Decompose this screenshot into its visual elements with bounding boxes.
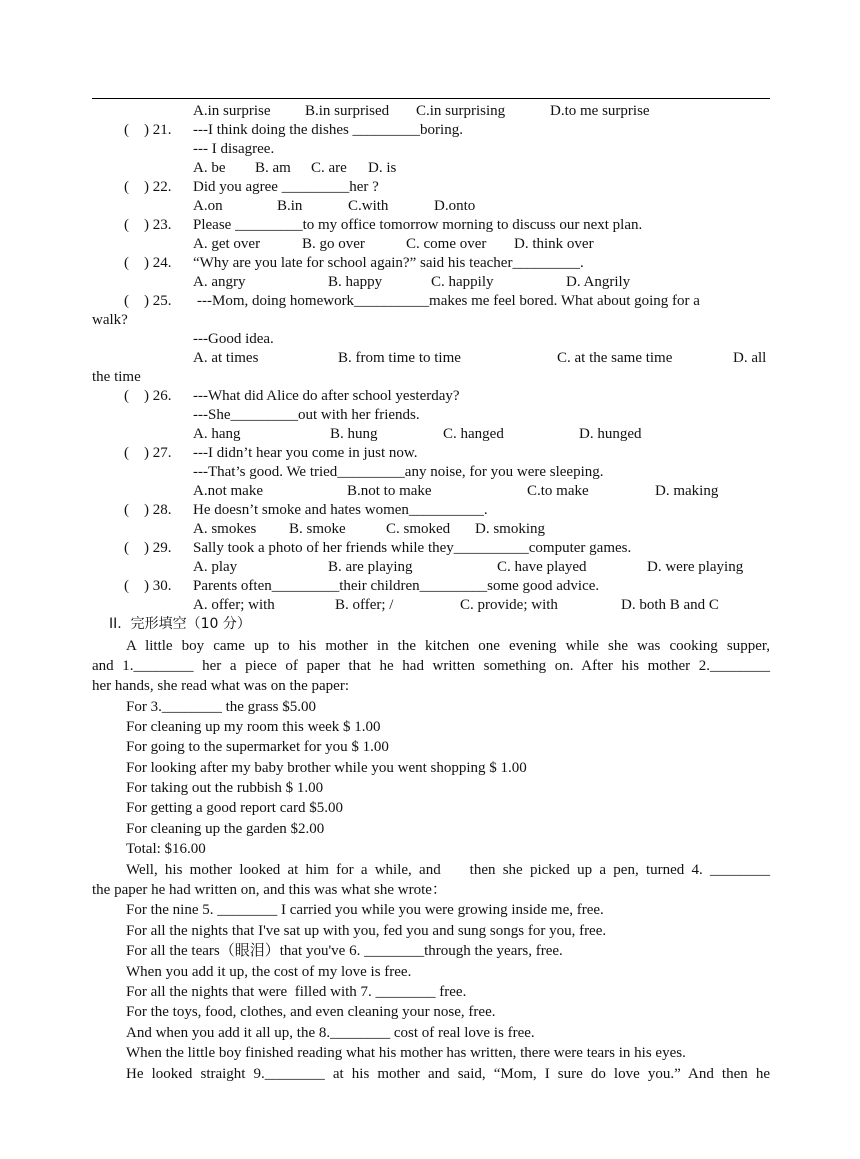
question-number: ( ) 25. (124, 293, 172, 309)
option-a: A.on (193, 198, 223, 214)
passage-line: For the nine 5. ________ I carried you while you were growing inside me, free. (126, 902, 604, 918)
option-d: D. making (655, 483, 719, 499)
passage-line: He looked straight 9.________ at his mother and said, “Mom, I sure do love you.” And then he (126, 1066, 770, 1082)
option-b: B. smoke (289, 521, 346, 537)
option-a: A. offer; with (193, 597, 275, 613)
question-stem: ---Mom, doing homework__________makes me feel bored. What about going for a (197, 293, 700, 309)
option-d: D. think over (514, 236, 594, 252)
question-stem-wrap: walk? (92, 312, 128, 328)
q20-option-b: B.in surprised (305, 103, 390, 119)
passage-line: For cleaning up the garden $2.00 (126, 821, 325, 837)
passage-line: her hands, she read what was on the paper: (92, 678, 349, 694)
question-stem: Sally took a photo of her friends while they__________computer games. (193, 540, 632, 556)
passage-line: For the toys, food, clothes, and even cleaning your nose, free. (126, 1004, 496, 1020)
option-d: D. were playing (647, 559, 744, 575)
passage-line: and 1.________ her a piece of paper that he had written something on. After his mother 2.________ (92, 658, 770, 674)
option-d: D. hunged (579, 426, 642, 442)
question-number: ( ) 22. (124, 179, 172, 195)
passage-line: Total: $16.00 (126, 841, 206, 857)
option-b: B. happy (328, 274, 383, 290)
option-a: A. smokes (193, 521, 257, 537)
option-b: B. am (255, 160, 291, 176)
passage-line: For looking after my baby brother while you went shopping $ 1.00 (126, 760, 527, 776)
header-rule (92, 98, 770, 99)
q20-option-a: A.in surprise (193, 103, 271, 119)
option-d: D. both B and C (621, 597, 719, 613)
question-stem: ---What did Alice do after school yesterday? (193, 388, 460, 404)
option-d: D. all (733, 350, 767, 366)
question-stem: Please _________to my office tomorrow morning to discuss our next plan. (193, 217, 643, 233)
option-b: B. are playing (328, 559, 413, 575)
question-number: ( ) 30. (124, 578, 172, 594)
question-stem-reply: ---She_________out with her friends. (193, 407, 420, 423)
question-number: ( ) 29. (124, 540, 172, 556)
option-a: A. be (193, 160, 226, 176)
passage-line: For all the nights that I've sat up with you, fed you and sung songs for you, free. (126, 923, 607, 939)
question-stem: ---I didn’t hear you come in just now. (193, 445, 418, 461)
q20-option-c: C.in surprising (416, 103, 506, 119)
passage-line: A little boy came up to his mother in the kitchen one evening while she was cooking supper, (126, 638, 770, 654)
question-stem: ---I think doing the dishes _________boring. (193, 122, 463, 138)
question-number: ( ) 28. (124, 502, 172, 518)
passage-line: For all the tears（眼泪）that you've 6. ________through the years, free. (126, 943, 563, 959)
option-d-wrap: the time (92, 369, 141, 385)
option-c: C. are (311, 160, 347, 176)
passage-line: For going to the supermarket for you $ 1.00 (126, 739, 389, 755)
option-a: A. hang (193, 426, 241, 442)
question-stem-reply: ---Good idea. (193, 331, 274, 347)
question-number: ( ) 21. (124, 122, 172, 138)
option-b: B. hung (330, 426, 378, 442)
question-stem: “Why are you late for school again?” said his teacher_________. (193, 255, 584, 271)
option-c: C. have played (497, 559, 587, 575)
passage-line: For cleaning up my room this week $ 1.00 (126, 719, 381, 735)
passage-line: When the little boy finished reading what his mother has written, there were tears in his eyes. (126, 1045, 686, 1061)
option-d: D. is (368, 160, 397, 176)
question-stem: Parents often_________their children_________some good advice. (193, 578, 600, 594)
option-a: A. play (193, 559, 238, 575)
option-c: C. smoked (386, 521, 451, 537)
option-a: A. angry (193, 274, 246, 290)
option-c: C. happily (431, 274, 494, 290)
option-d: D. smoking (475, 521, 546, 537)
option-c: C. hanged (443, 426, 504, 442)
passage-line: For 3.________ the grass $5.00 (126, 699, 316, 715)
question-number: ( ) 26. (124, 388, 172, 404)
option-b: B. go over (302, 236, 365, 252)
passage-line: For getting a good report card $5.00 (126, 800, 344, 816)
passage-line: For taking out the rubbish $ 1.00 (126, 780, 324, 796)
question-number: ( ) 23. (124, 217, 172, 233)
option-b: B. offer; / (335, 597, 394, 613)
passage-line: And when you add it all up, the 8.________ cost of real love is free. (126, 1025, 535, 1041)
question-number: ( ) 27. (124, 445, 172, 461)
option-d: D.onto (434, 198, 476, 214)
option-c: C.with (348, 198, 389, 214)
option-a: A. at times (193, 350, 259, 366)
option-c: C. at the same time (557, 350, 673, 366)
question-number: ( ) 24. (124, 255, 172, 271)
option-b: B. from time to time (338, 350, 461, 366)
option-c: C.to make (527, 483, 589, 499)
question-stem: He doesn’t smoke and hates women__________. (193, 502, 488, 518)
question-stem-reply: ---That’s good. We tried_________any noise, for you were sleeping. (193, 464, 604, 480)
option-b: B.in (277, 198, 303, 214)
passage-line: the paper he had written on, and this was what she wrote： (92, 882, 447, 898)
passage-line: Well, his mother looked at him for a while, and then she picked up a pen, turned 4. ________ (126, 862, 770, 878)
passage-line: When you add it up, the cost of my love is free. (126, 964, 412, 980)
question-stem-reply: --- I disagree. (193, 141, 275, 157)
option-b: B.not to make (347, 483, 432, 499)
passage-line: For all the nights that were filled with 7. ________ free. (126, 984, 467, 1000)
option-a: A.not make (193, 483, 263, 499)
q20-option-d: D.to me surprise (550, 103, 650, 119)
option-c: C. come over (406, 236, 487, 252)
section-title: II. 完形填空（10 分） (109, 616, 251, 632)
option-a: A. get over (193, 236, 261, 252)
option-d: D. Angrily (566, 274, 631, 290)
question-stem: Did you agree _________her ? (193, 179, 379, 195)
option-c: C. provide; with (460, 597, 558, 613)
